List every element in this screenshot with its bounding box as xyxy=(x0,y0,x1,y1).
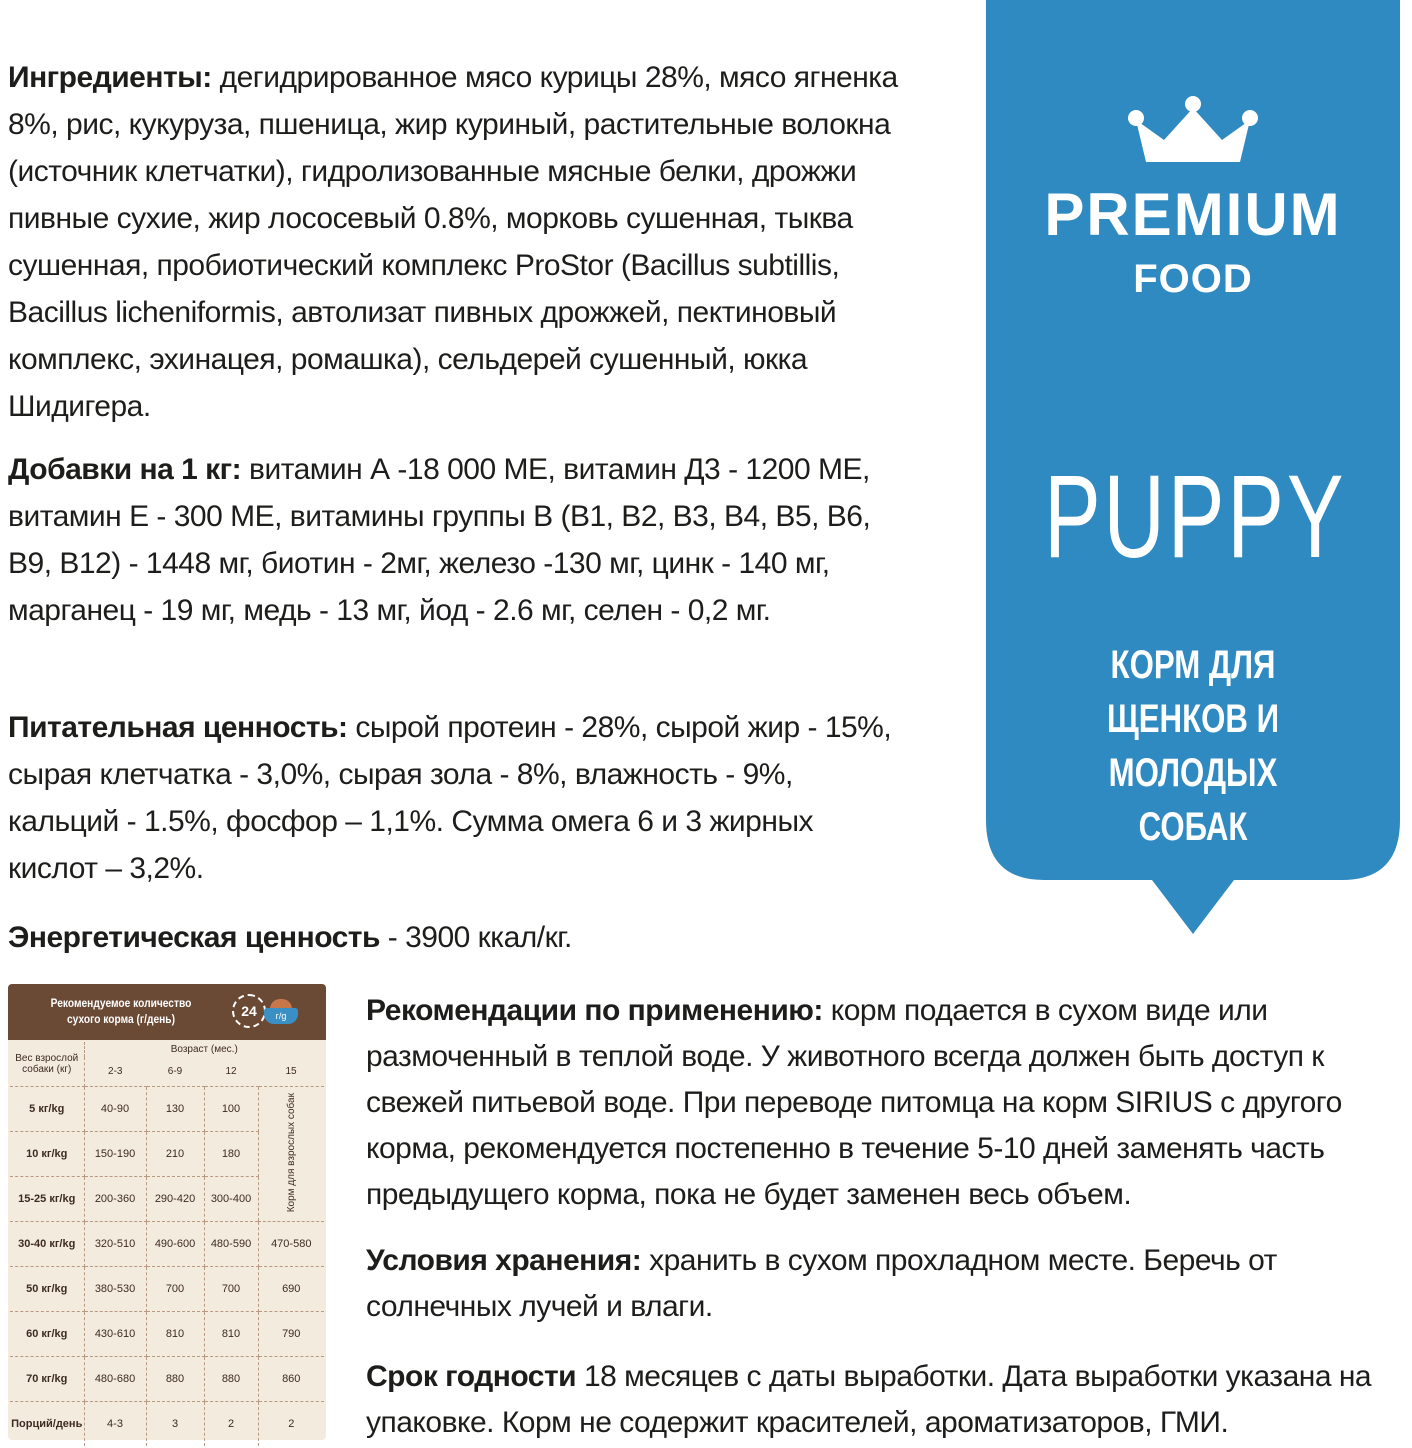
value-cell: 480-680 xyxy=(84,1357,146,1402)
value-cell: 700 xyxy=(204,1267,258,1312)
badge-subtitle-line: СОБАК xyxy=(1138,805,1248,849)
ingredients-paragraph xyxy=(8,54,908,430)
storage-paragraph xyxy=(366,1238,1404,1330)
value-cell: 2 xyxy=(204,1402,258,1447)
weight-cell: 10 кг/kg xyxy=(10,1132,84,1177)
age-column-header: 2-3 xyxy=(84,1057,146,1087)
value-cell: 690 xyxy=(258,1267,324,1312)
weight-header: Вес взрослой собаки (кг) xyxy=(10,1042,84,1087)
feeding-table xyxy=(10,1042,324,1446)
weight-cell: 50 кг/kg xyxy=(10,1267,84,1312)
badge-premium-text: PREMIUM xyxy=(1044,181,1342,248)
feeding-table-card xyxy=(8,984,326,1440)
storage-text: хранить в сухом прохладном месте. Беречь от солнечных лучей и влаги. xyxy=(366,1244,1277,1323)
premium-badge xyxy=(986,0,1400,940)
shelf-label: Срок годности xyxy=(366,1360,577,1393)
value-cell: 380-530 xyxy=(84,1267,146,1312)
nutrition-paragraph xyxy=(8,704,908,892)
value-cell: 860 xyxy=(258,1357,324,1402)
value-cell: 210 xyxy=(146,1132,204,1177)
badge-puppy-title: PUPPY xyxy=(1043,451,1347,583)
value-cell: 2 xyxy=(288,1418,295,1430)
value-cell: 700 xyxy=(146,1267,204,1312)
value-cell: 810 xyxy=(204,1312,258,1357)
value-cell: 150-190 xyxy=(84,1132,146,1177)
value-cell: 300-400 xyxy=(204,1177,258,1222)
age-column-header: 6-9 xyxy=(146,1057,204,1087)
value-cell: 810 xyxy=(146,1312,204,1357)
bowl-icon: г/g xyxy=(264,1008,298,1024)
table-row xyxy=(10,1267,324,1312)
shelf-text: 18 месяцев с даты выработки. Дата выработки указана на упаковке. Корм не содержит красителей, ароматизаторов, ГМИ. xyxy=(366,1360,1372,1439)
table-row xyxy=(10,1402,324,1447)
feeding-table-title xyxy=(32,995,211,1027)
nutrition-text: сырой протеин - 28%, сырой жир - 15%, сырая клетчатка - 3,0%, сырая зола - 8%, влажность - 9%, кальций - 1.5%, фосфор – 1,1%. Сумма омега 6 и 3 жирных кислот – 3,2%. xyxy=(8,711,892,885)
ingredients-text: дегидрированное мясо курицы 28%, мясо ягненка 8%, рис, кукуруза, пшеница, жир куриный, растительные волокна (источник клетчатки), гидролизованные мясные белки, дрожжи пивные сухие, жир лососевый 0.8%, морковь сушенная, тыква сушенная, пробиотический комплекс ProStor (Bacillus subtillis, Bacillus licheniformis, автолизат пивных дрожжей, пектиновый комплекс, эхинацея, ромашка), сельдерей сушенный, юкка Шидигера. xyxy=(8,61,898,423)
value-cell: 880 xyxy=(204,1357,258,1402)
table-row xyxy=(10,1222,324,1267)
value-cell: 3 xyxy=(146,1402,204,1447)
nutrition-label: Питательная ценность: xyxy=(8,711,348,744)
value-cell: 4-3 xyxy=(84,1402,146,1447)
value-cell: 430-610 xyxy=(84,1312,146,1357)
age-column-header: 15 xyxy=(258,1057,324,1087)
weight-cell: 60 кг/kg xyxy=(10,1312,84,1357)
weight-cell: 30-40 кг/kg xyxy=(10,1222,84,1267)
value-cell: 320-510 xyxy=(84,1222,146,1267)
feeding-title-line: сухого корма (г/день) xyxy=(67,1012,175,1026)
value-cell: 40-90 xyxy=(84,1087,146,1132)
value-cell: 790 xyxy=(258,1312,324,1357)
weight-cell: 5 кг/kg xyxy=(10,1087,84,1132)
usage-text: корм подается в сухом виде или размоченный в теплой воде. У животного всегда должен быть доступ к свежей питьевой воде. При переводе питомца на корм SIRIUS с другого корма, рекомендуется постепенно в течение 5-10 дней заменять часть предыдущего корма, пока не будет заменен весь объем. xyxy=(366,994,1342,1211)
value-cell: 480-590 xyxy=(204,1222,258,1267)
adult-food-note-text: Корм для взрослых собак xyxy=(285,1092,297,1213)
usage-paragraph xyxy=(366,988,1404,1218)
value-cell: 880 xyxy=(146,1357,204,1402)
badge-subtitle-line: ЩЕНКОВ И МОЛОДЫХ xyxy=(1106,697,1280,795)
value-cell: 130 xyxy=(146,1087,204,1132)
value-cell: 290-420 xyxy=(146,1177,204,1222)
age-header: Возраст (мес.) xyxy=(170,1043,238,1055)
feeding-title-line: Рекомендуемое количество xyxy=(50,996,192,1010)
additives-label: Добавки на 1 кг: xyxy=(8,453,242,486)
shelf-life-paragraph xyxy=(366,1354,1404,1446)
table-row xyxy=(10,1087,324,1132)
feeding-table-header xyxy=(8,984,326,1040)
value-cell: 490-600 xyxy=(146,1222,204,1267)
badge-subtitle-line: КОРМ ДЛЯ xyxy=(1110,643,1276,687)
table-row xyxy=(10,1312,324,1357)
energy-text: - 3900 ккал/кг. xyxy=(379,921,572,954)
value-cell: 200-360 xyxy=(84,1177,146,1222)
additives-paragraph xyxy=(8,446,908,634)
value-cell: 100 xyxy=(204,1087,258,1132)
energy-paragraph xyxy=(8,914,908,961)
table-row xyxy=(10,1357,324,1402)
ingredients-label: Ингредиенты: xyxy=(8,61,212,94)
value-cell: 180 xyxy=(204,1132,258,1177)
weight-cell: Порций/день xyxy=(10,1402,84,1447)
weight-cell: 70 кг/kg xyxy=(10,1357,84,1402)
badge-food-text: FOOD xyxy=(1133,257,1253,301)
energy-label: Энергетическая ценность xyxy=(8,921,380,954)
adult-food-note xyxy=(258,1087,324,1222)
usage-label: Рекомендации по применению: xyxy=(366,994,823,1027)
storage-label: Условия хранения: xyxy=(366,1244,642,1277)
badge-subtitle xyxy=(1032,638,1355,854)
weight-cell: 15-25 кг/kg xyxy=(10,1177,84,1222)
value-cell: 470-580 xyxy=(258,1222,324,1267)
age-column-header: 12 xyxy=(204,1057,258,1087)
hours-circle: 24 xyxy=(232,994,266,1028)
table-header-row xyxy=(10,1042,324,1057)
additives-text: витамин А -18 000 МЕ, витамин Д3 - 1200 МЕ, витамин Е - 300 МЕ, витамины группы В (В1, В2, В3, В4, В5, В6, В9, В12) - 1448 мг, биотин - 2мг, железо -130 мг, цинк - 140 мг, марганец - 19 мг, медь - 13 мг, йод - 2.6 мг, селен - 0,2 мг. xyxy=(8,453,871,627)
